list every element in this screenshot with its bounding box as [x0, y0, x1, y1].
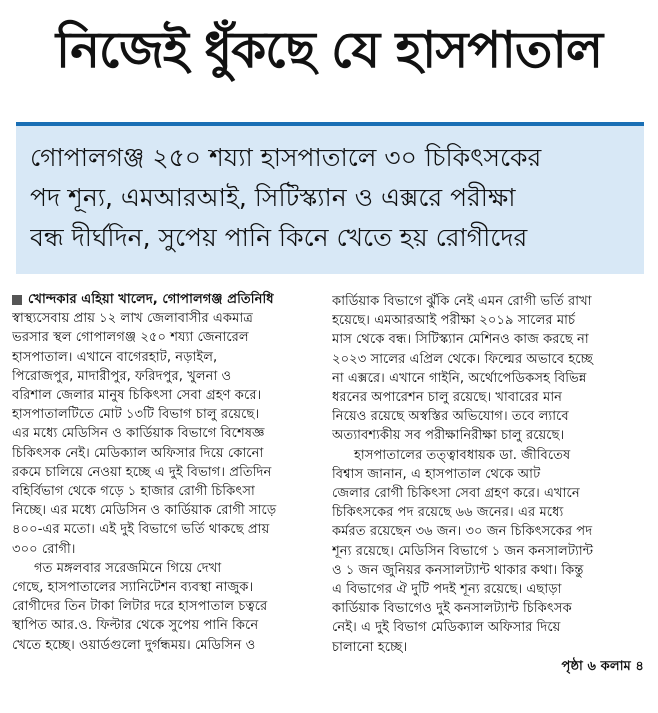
body-line: কর্মরত রয়েছেন ৩৬ জন। ৩০ জন চিকিৎসকের পদ — [332, 524, 593, 540]
body-line: অত্যাবশ্যকীয় সব পরীক্ষানিরীক্ষা চালু রয়েছে। — [332, 428, 565, 444]
body-line: হাসপাতালের তত্ত্বাবধায়ক ডা. জীবিতেষ — [354, 447, 571, 463]
body-line: গেছে, হাসপাতালের স্যানিটেশন ব্যবস্থা নাজুক। — [12, 580, 254, 596]
body-line: নেই। এ দুই বিভাগ মেডিক্যাল অফিসার দিয়ে — [332, 620, 561, 636]
body-line: বরিশাল জেলার মানুষ চিকিৎসা সেবা গ্রহণ করে। — [12, 388, 262, 404]
article-column-right — [332, 292, 648, 712]
body-line: চালানো হচ্ছে। — [332, 639, 408, 655]
body-line: হাসপাতালটিতে মোট ১৩টি বিভাগ চালু রয়েছে। — [12, 407, 260, 423]
body-line: কার্ডিয়াক বিভাগে ঝুঁকি নেই এমন রোগী ভর্তি রাখা — [332, 294, 592, 309]
body-line: ও ১ জন জুনিয়র কনসালট্যান্ট থাকার কথা। কিন্তু — [332, 562, 584, 578]
body-line: এর মধ্যে মেডিসিন ও কার্ডিয়াক বিভাগে বিশেষজ্ঞ — [12, 426, 265, 442]
body-line: খেতে হচ্ছে। ওয়ার্ডগুলো দুর্গন্ধময়। মেডিসিন ও — [12, 637, 256, 653]
body-line: এ বিভাগের ঐ দুটি পদই শূন্য রয়েছে। এছাড়া — [332, 582, 562, 598]
body-line: হয়েছে। এমআরআই পরীক্ষা ২০১৯ সালের মার্চ — [332, 313, 576, 329]
body-line: চিকিৎসক নেই। মেডিক্যাল অফিসার দিয়ে কোনো — [12, 445, 264, 461]
body-line: চিকিৎসকের পদ রয়েছে ৬৬ জনের। এর মধ্যে — [332, 505, 564, 521]
body-line: শূন্য রয়েছে। মেডিসিন বিভাগে ১ জন কনসালট্যান্ট — [332, 543, 594, 559]
headline-block — [0, 0, 658, 100]
article-column-left — [12, 290, 328, 710]
body-line: বিশ্বাস জানান, এ হাসপাতাল থেকে আট — [332, 466, 541, 482]
body-line: বহির্বিভাগ থেকে গড়ে ১ হাজার রোগী চিকিৎসা — [12, 484, 255, 500]
body-line: স্থাপিত আর.ও. ফিল্টার থেকে সুপেয় পানি কিনে — [12, 618, 259, 634]
deck-line: গোপালগঞ্জ ২৫০ শয্যা হাসপাতালে ৩০ চিকিৎসকের — [30, 143, 542, 172]
body-line: কার্ডিয়াক বিভাগেও দুই কনসালট্যান্ট চিকিৎসক — [332, 601, 572, 617]
headline: নিজেই ধুঁকছে যে হাসপাতাল — [55, 21, 603, 79]
deck-line: পদ শূন্য, এমআরআই, সিটিস্ক্যান ও এক্সরে পরীক্ষা — [30, 183, 516, 212]
body-line: ২০২৩ সালের এপ্রিল থেকে। ফিল্মের অভাবে হচ্ছে — [332, 351, 594, 367]
body-line: রোগীদের তিন টাকা লিটার দরে হাসপাতাল চত্বরে — [12, 599, 268, 615]
body-line: ভরসার স্থল গোপালগঞ্জ ২৫০ শয্যা জেনারেল — [12, 330, 249, 346]
body-line: গত মঙ্গলবার সরেজমিনে গিয়ে দেখা — [34, 560, 222, 576]
square-bullet-icon — [12, 295, 22, 305]
byline-text: খোন্দকার এহিয়া খালেদ, গোপালগঞ্জ প্রতিনিধি — [28, 292, 274, 307]
body-line: পিরোজপুর, মাদারীপুর, ফরিদপুর, খুলনা ও — [12, 368, 232, 384]
body-line: রকমে চালিয়ে নেওয়া হচ্ছে এ দুই বিভাগ। প্রতিদিন — [12, 464, 272, 480]
body-line: জেলার রোগী চিকিৎসা সেবা গ্রহণ করে। এখানে — [332, 486, 580, 502]
deck-box — [16, 122, 644, 274]
deck-line: বন্ধ দীর্ঘদিন, সুপেয় পানি কিনে খেতে হয় রোগীদের — [30, 223, 528, 252]
body-line: স্বাস্থ্যসেবায় প্রায় ১২ লাখ জেলাবাসীর একমাত্র — [12, 311, 253, 327]
body-line: নিচ্ছে। এর মধ্যে মেডিসিন ও কার্ডিয়াক রোগী সাড়ে — [12, 503, 277, 519]
body-line: না এক্সরে। এখানে গাইনি, অর্থোপেডিকসহ বিভিন্ন — [332, 370, 587, 386]
body-line: হাসপাতাল। এখানে বাগেরহাট, নড়াইল, — [12, 349, 218, 365]
body-line: ৩০০ রোগী। — [12, 541, 76, 557]
byline — [12, 290, 328, 309]
body-line: ৪০০-এর মতো। এই দুই বিভাগে ভর্তি থাকছে প্রায় — [12, 522, 270, 538]
body-line: মাস থেকে বন্ধ। সিটিস্ক্যান মেশিনও কাজ করছে না — [332, 332, 589, 348]
body-line: ধরনের অপারেশন চালু রয়েছে। খাবারের মান — [332, 390, 563, 406]
body-line: নিয়েও রয়েছে অস্বস্তির অভিযোগ। তবে ল্যাবে — [332, 409, 569, 425]
continuation-note: পৃষ্ঠা ৬ কলাম ৪ — [561, 658, 644, 674]
